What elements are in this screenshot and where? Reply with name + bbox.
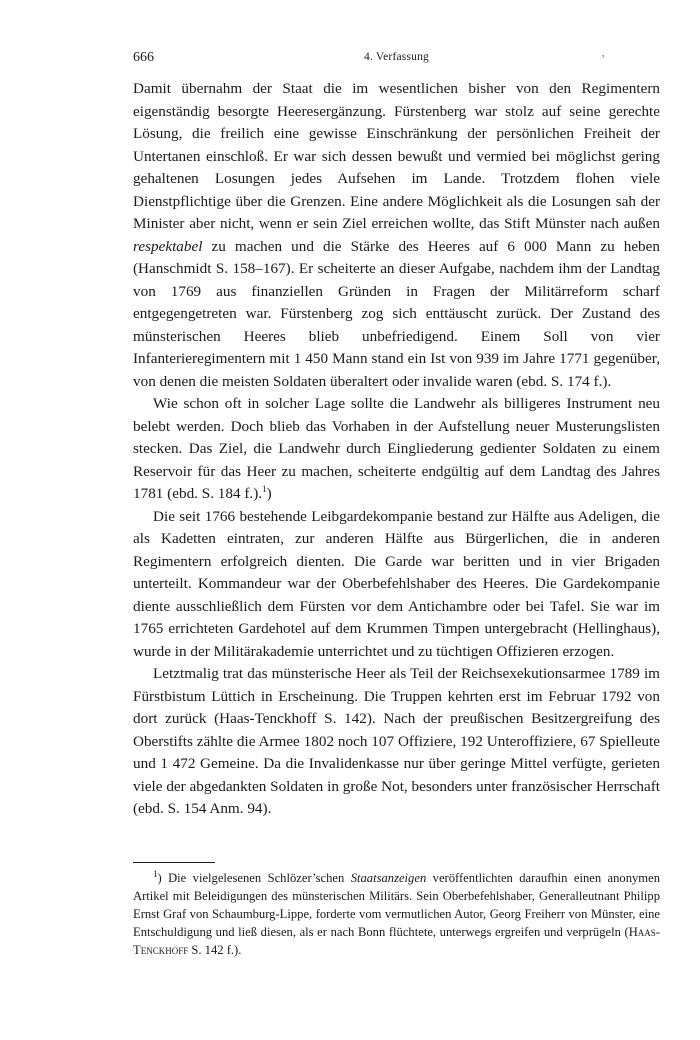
text-segment: respektabel [133,237,203,255]
text-segment: zu machen und die Stärke des Heeres auf 6 000 Mann zu heben (Hanschmidt S. 158–167). Er scheiterte an dieser Aufgabe, nachdem ihm der Landtag von 1769 aus finanziellen Gründen in Fragen der Militärreform scharf entgegengetreten war. Fürstenberg zog sich enttäuscht zurück. Der Zustand des münsterischen Heeres blieb unbefriedigend. Einem Soll von vier Infanterieregimentern mit 1 450 Mann stand ein Ist von 939 im Jahre 1771 gegenüber, von denen die meisten Soldaten überaltert oder invalide waren (ebd. S. 174 f.). [133,237,660,390]
text-segment: Wie schon oft in solcher Lage sollte die Landwehr als billigeres Instrument neu belebt werden. Doch blieb das Vorhaben in der Aufstellung neuer Musterungslisten stecken. Das Ziel, die Landwehr durch Eingliederung gedienter Soldaten zu einem Reservoir für das Heer zu machen, scheiterte endgültig auf dem Landtag des Jahres 1781 (ebd. S. 184 f.). [133,395,660,502]
text-segment: Die seit 1766 bestehende Leibgardekompanie bestand zur Hälfte aus Adeligen, die als Kadetten eintraten, zur anderen Hälfte aus Bürgerlichen, die in anderen Regimentern erfolgreich dienten. Die Garde war beritten und in vier Brigaden unterteilt. Kommandeur war der Oberbefehlshaber des Heeres. Die Gardekompanie diente ausschließlich dem Fürsten vor dem Antichambre oder bei Tafel. Sie war im 1765 errichteten Gardehotel auf dem Krummen Timpen untergebracht (Hellinghaus), wurde in der Militärakademie unterrichtet und zu tüchtigen Offizieren erzogen. [133,507,660,660]
text-segment: ) [266,485,272,502]
book-page [133,50,660,959]
paragraph-2 [133,393,660,506]
text-segment: ) Die vielgelesenen Schlözer’schen [157,870,351,885]
page-number: 666 [133,50,154,65]
running-head [133,50,660,74]
text-segment: Letztmalig trat das münsterische Heer als Teil der Reichsexekutionsarmee 1789 im Fürstbistum Lüttich in Erscheinung. Die Truppen kehrten erst im Februar 1792 von dort zurück (Haas-Tenckhoff S. 142). Nach der preußischen Besitzergreifung des Oberstifts zählte die Armee 1802 noch 107 Offiziere, 192 Unteroffiziere, 67 Spielleute und 1 472 Gemeine. Da die Invalidenkasse nur über geringe Mittel verfügte, gerieten viele der abgedankten Soldaten in große Not, besonders unter französischer Herrschaft (ebd. S. 154 Anm. 94). [133,665,660,817]
footnote-1 [133,869,660,959]
body-text [133,78,660,821]
text-segment: Damit übernahm der Staat die im wesentlichen bisher von den Regimentern eigenständig besorgte Heeresergänzung. Fürstenberg war stolz auf seine gerechte Lösung, die freilich eine gewisse Einschränkung der persönlichen Freiheit der Untertanen einschloß. Er war sich dessen bewußt und vermied bei möglichst gering gehaltenen Losungen jedes Aufsehen im Lande. Trotzdem flohen viele Dienstpflichtige über die Grenzen. Eine andere Möglichkeit als die Losungen sah der Minister aber nicht, wenn er sein Ziel erreichen wollte, das Stift Münster nach außen [133,80,660,232]
text-segment: S. 142 f.). [188,942,242,957]
footnote-marker: 1 [153,868,158,879]
footnote-rule [133,862,215,863]
text-segment: Staatsanzeigen [350,870,427,885]
text-segment: Haas-Tenckhoff [133,924,660,957]
section-title: 4. Verfassung [364,51,429,63]
paragraph-3 [133,506,660,664]
page-mark: ' [602,54,604,65]
paragraph-4 [133,663,660,821]
footnote-marker: 1 [262,483,267,494]
text-segment: veröffentlichten daraufhin einen anonymen Artikel mit Beleidigungen des münsterischen Militärs. Sein Oberbefehlshaber, Generalleutnant Philipp Ernst Graf von Schaumburg-Lippe, forderte vom vermutlichen Autor, Georg Freiherr von Münster, eine Entschuldigung und ließ diesen, als er nach Bonn flüchtete, unterwegs ergreifen und verprügeln ( [133,870,660,939]
paragraph-1 [133,78,660,393]
